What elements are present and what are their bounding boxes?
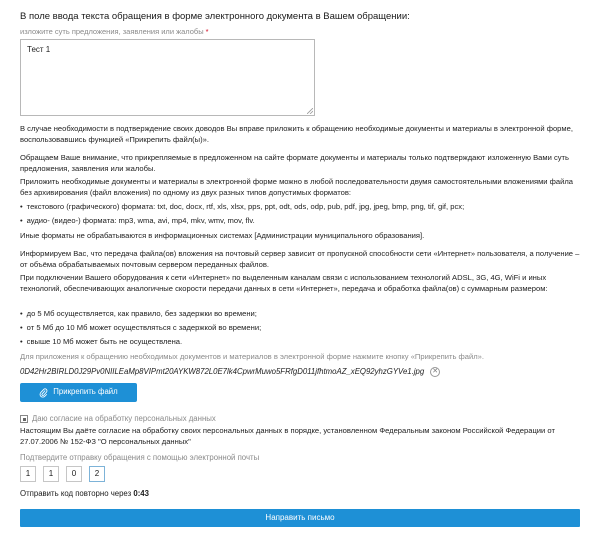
attached-file-name: 0D42Hr2BIRLD0J29Pv0NIILEaMp8VIPmt20AYKW872L0E7lk4CpwrMuwo5FRfgD011jfhtmoAZ_xEQ92yhzGYVe1.jpg [20, 367, 425, 376]
paperclip-icon [39, 388, 48, 398]
size-item-under-5mb: • до 5 Мб осуществляется, как правило, без задержки во времени; [20, 308, 580, 319]
format-text-item: • текстового (графического) формата: txt, doc, docx, rtf, xls, xlsx, pps, ppt, odt, ods, odp, pub, pdf, jpg, jpeg, bmp, png, tif, gif, pcx; [20, 201, 580, 212]
size-item-5-10mb: • от 5 Мб до 10 Мб может осуществляться с задержкой во времени; [20, 322, 580, 333]
code-digit-1[interactable]: 1 [20, 466, 36, 482]
attach-file-button-label: Прикрепить файл [53, 387, 118, 397]
info-paragraph-other-formats: Иные форматы не обрабатываются в информационных системах [Администрации муниципального образования]. [20, 231, 425, 240]
resend-timer [20, 489, 149, 500]
format-media-item: • аудио- (видео-) формата: mp3, wma, avi, mp4, mkv, wmv, mov, flv. [20, 215, 580, 226]
form-heading: В поле ввода текста обращения в форме электронного документа в Вашем обращении: [20, 11, 410, 22]
confirmation-code [20, 466, 105, 482]
consent-checkbox[interactable] [20, 415, 28, 423]
info-paragraph-how-to-attach: Приложить необходимые документы и материалы в электронной форме можно в любой последовательности двумя самостоятельными вложениями файла без архивирования (файл вложения) по одному из двух разных типов допустимых форматов: [20, 177, 574, 197]
resize-handle-icon[interactable] [307, 108, 313, 114]
resend-countdown: 0:43 [133, 489, 149, 498]
attached-file [20, 367, 440, 378]
appeal-textarea[interactable] [20, 39, 315, 116]
consent-text: Настоящим Вы даёте согласие на обработку своих персональных данных в порядке, установленном Федеральным законом Российской Федерации от 27.07.2006 № 152-ФЗ "О персональных данных" [20, 426, 555, 446]
info-paragraph-attention: Обращаем Ваше внимание, что прикрепляемые в предложенном на сайте формате документы и материалы только подтверждают изложенную Вами суть предложения, заявления или жалобы. [20, 153, 569, 173]
appeal-field-label-text: изложите суть предложения, заявления или жалобы [20, 27, 204, 36]
required-mark: * [205, 27, 209, 36]
code-digit-2[interactable]: 1 [43, 466, 59, 482]
email-confirm-label: Подтвердите отправку обращения с помощью электронной почты [20, 453, 260, 462]
code-digit-3[interactable]: 0 [66, 466, 82, 482]
consent-row [20, 414, 216, 425]
appeal-field-label [20, 27, 209, 37]
attach-file-button[interactable] [20, 383, 137, 402]
info-paragraph-transfer: Информируем Вас, что передача файла(ов) вложения на почтовый сервер зависит от пропускной способности сети «Интернет» пользователя, а получение – от объёма обрабатываемых почтовым сервером переданных файлов. [20, 249, 580, 269]
size-item-over-10mb: • свыше 10 Мб может быть не осуществлена. [20, 336, 580, 347]
resend-prefix: Отправить код повторно через [20, 489, 132, 498]
submit-button[interactable]: Направить письмо [20, 509, 580, 527]
attach-hint: Для приложения к обращению необходимых документов и материалов в электронной форме нажмите кнопку «Прикрепить файл». [20, 352, 485, 361]
consent-label: Даю согласие на обработку персональных данных [32, 414, 216, 423]
remove-file-icon[interactable]: ✕ [430, 367, 440, 377]
info-paragraph-connection: При подключении Вашего оборудования к сети «Интернет» по выделенным каналам связи с использованием технологий ADSL, 3G, 4G, WiFi и иных технологий, обеспечивающих аналогичные скорости передачи данных в сети «Интернет», передача и обработка файла(ов) с суммарным размером: [20, 273, 548, 293]
info-paragraph-attach-rights: В случае необходимости в подтверждение своих доводов Вы вправе приложить к обращению необходимые документы и материалы в электронной форме, воспользовавшись функцией «Прикрепить файл(ы)». [20, 124, 573, 144]
code-digit-4[interactable]: 2 [89, 466, 105, 482]
